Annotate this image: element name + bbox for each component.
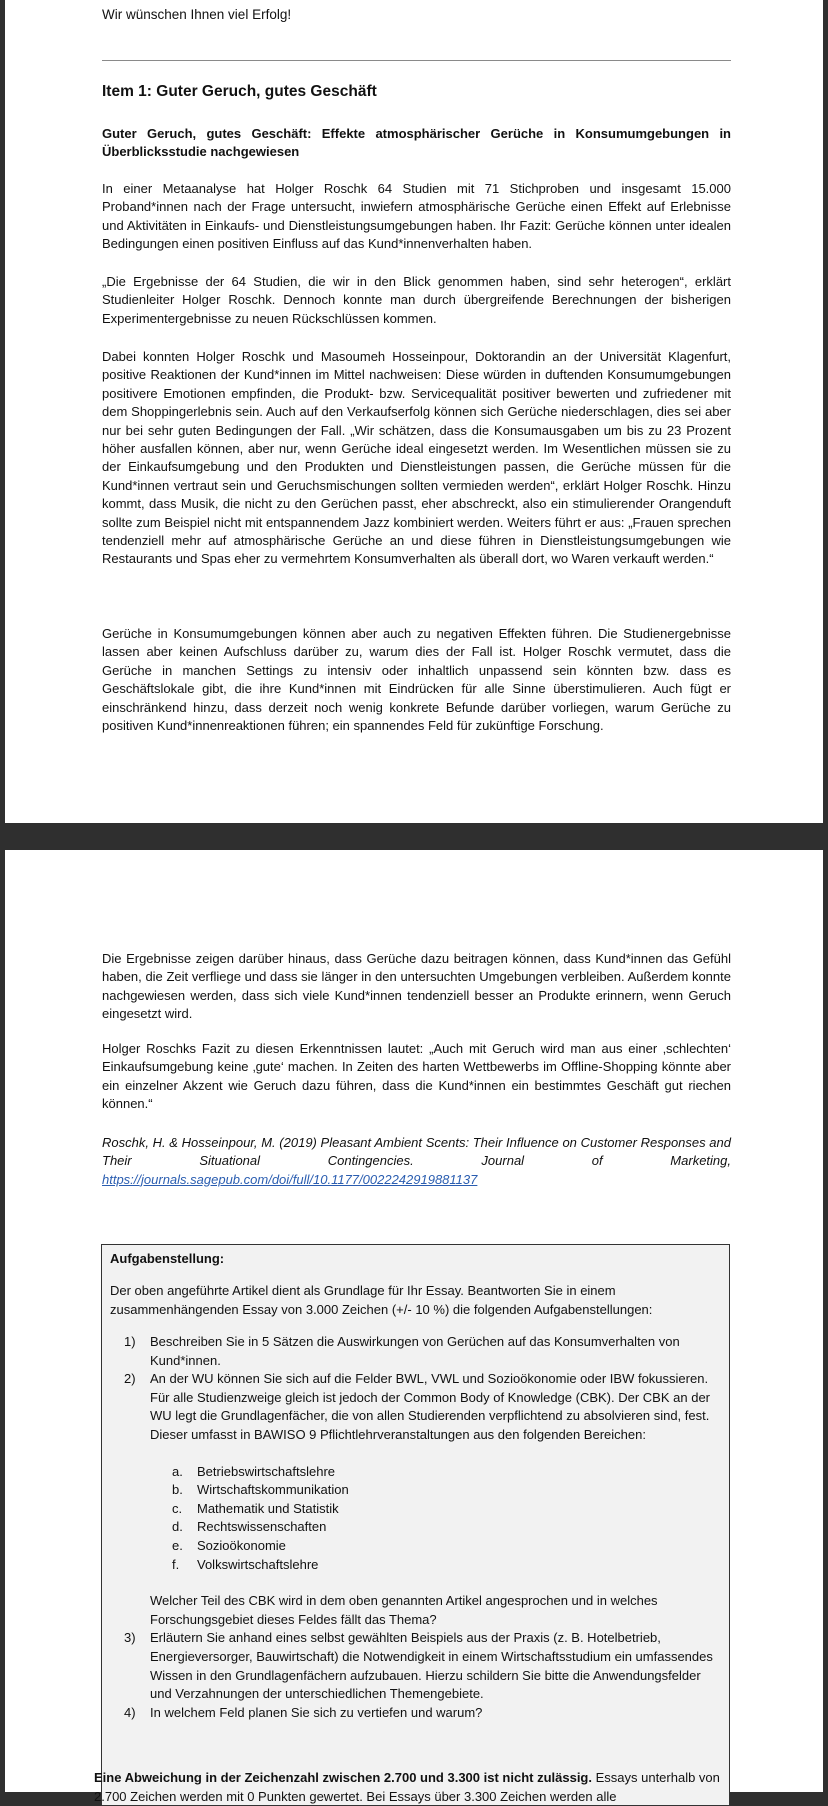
article-paragraph: Die Ergebnisse zeigen darüber hinaus, dass Gerüche dazu beitragen können, dass Kund*innen das Gefühl haben, die Zeit verfliege und dass sie länger in den untersuchten Umgebungen verbleiben. Außerdem konnte nachgewiesen werden, dass sich viele Kund*innen tendenziell besser an Produkte erinnern, wenn Geruch eingesetzt wird. [102, 951, 731, 1022]
task-item [124, 1629, 724, 1703]
task-box [101, 1244, 730, 1806]
document-page-1 [5, 0, 823, 823]
task-number: 3) [124, 1630, 136, 1646]
cbk-area-letter: b. [172, 1482, 183, 1498]
citation-link[interactable]: https://journals.sagepub.com/doi/full/10.1177/0022242919881137 [102, 1171, 478, 1187]
cbk-area-label: Betriebswirtschaftslehre [197, 1463, 335, 1479]
cbk-area-label: Sozioökonomie [197, 1537, 286, 1553]
cbk-area-item [172, 1518, 724, 1537]
cbk-area-letter: c. [172, 1500, 183, 1516]
document-page-2 [5, 850, 823, 1804]
task-number: 1) [124, 1334, 136, 1349]
article-paragraph: Holger Roschks Fazit zu diesen Erkenntnissen lautet: „Auch mit Geruch wird man aus einer ‚schlechten‘ Einkaufsumgebung keine ‚gute‘ machen. In Zeiten des harten Wettbewerbs im Offline-Shopping könnte aber ein einzelner Akzent wie Geruch dazu führen, dass die Kund*innen ein bestimmtes Geschäft gut riechen können.“ [102, 1041, 731, 1112]
cbk-area-item [172, 1537, 724, 1556]
cbk-area-letter: f. [172, 1556, 180, 1572]
article-subtitle: Guter Geruch, gutes Geschäft: Effekte atmosphärischer Gerüche in Konsumumgebungen in Überblicksstudie nachgewiesen [102, 126, 731, 159]
task-followup-question: Welcher Teil des CBK wird in dem oben genannten Artikel angesprochen und in welches Forschungsgebiet dieses Feldes fällt das Thema? [150, 1593, 658, 1627]
task-number: 4) [124, 1704, 136, 1720]
cbk-area-letter: a. [172, 1463, 183, 1479]
citation [102, 1134, 731, 1189]
cbk-area-label: Volkswirtschaftslehre [197, 1556, 319, 1572]
task-number: 2) [124, 1371, 136, 1387]
task-item [124, 1370, 724, 1444]
task-text: In welchem Feld planen Sie sich zu vertiefen und warum? [150, 1704, 483, 1720]
cbk-area-item [172, 1481, 724, 1500]
cbk-area-label: Mathematik und Statistik [197, 1500, 339, 1516]
task-intro: Der oben angeführte Artikel dient als Grundlage für Ihr Essay. Beantworten Sie in einem zusammenhängenden Essay von 3.000 Zeichen (+/- 10 %) die folgenden Aufgabenstellungen: [110, 1283, 653, 1317]
character-count-rule: Eine Abweichung in der Zeichenzahl zwischen 2.700 und 3.300 ist nicht zulässig. [94, 1770, 592, 1785]
character-count-detail: Essays unterhalb von 2.700 Zeichen werden mit 0 Punkten gewertet. Bei Essays über 3.300 Zeichen werden alle [94, 1770, 720, 1804]
cbk-area-letter: e. [172, 1537, 183, 1553]
task-text: Beschreiben Sie in 5 Sätzen die Auswirkungen von Gerüchen auf das Konsumverhalten von Kund*innen. [150, 1334, 680, 1368]
task-item [124, 1704, 724, 1723]
article-paragraph: Dabei konnten Holger Roschk und Masoumeh Hosseinpour, Doktorandin an der Universität Klagenfurt, positive Reaktionen der Kund*innen im Mittel nachweisen: Diese würden in duftenden Konsumumgebungen positivere Emotionen empfinden, die Produkt- bzw. Servicequalität positiver bewerten und zufriedener mit dem Shoppingerlebnis sein. Auch auf den Verkaufserfolg können sich Gerüche niederschlagen, dies sei aber nur bei sehr guten Bedingungen der Fall. „Wir schätzen, dass die Konsumausgaben um bis zu 23 Prozent höher ausfallen können, aber nur, wenn Gerüche ideal eingesetzt werden. Im Wesentlichen müssen sie zu der Einkaufsumgebung und den Produkten und Dienstleistungen passen, die Gerüche müssen für die Kund*innen vertraut sein und Geruchsmischungen sollten vermieden werden“, erklärt Holger Roschk. Hinzu kommt, dass Musik, die nicht zu den Gerüchen passt, eher abschreckt, also ein stimulierender Orangenduft sollte zum Beispiel nicht mit entspannendem Jazz kombiniert werden. Weiters führt er aus: „Frauen sprechen tendenziell mehr auf atmosphärische Gerüche an und diese führen in Dienstleistungsumgebungen wie Restaurants und Spas eher zu vermehrtem Konsumverhalten als überall dort, wo Waren verkauft werden.“ [102, 349, 731, 567]
article-paragraph: „Die Ergebnisse der 64 Studien, die wir in den Blick genommen haben, sind sehr heterogen“, erklärt Studienleiter Holger Roschk. Dennoch konnte man durch übergreifende Berechnungen der bisherigen Experimentergebnisse zu neuen Rückschlüssen kommen. [102, 274, 731, 326]
character-count-note [94, 1769, 734, 1806]
cbk-area-list [172, 1463, 724, 1575]
task-list [124, 1333, 724, 1722]
cbk-area-label: Rechtswissenschaften [197, 1519, 327, 1535]
article-paragraph: In einer Metaanalyse hat Holger Roschk 64 Studien mit 71 Stichproben und insgesamt 15.000 Proband*innen nach der Frage untersucht, inwiefern atmosphärische Gerüche einen Effekt auf Erlebnisse und Aktivitäten in Einkaufs- und Dienstleistungsumgebungen haben. Ihr Fazit: Gerüche können unter idealen Bedingungen einen positiven Einfluss auf das Kund*innenverhalten haben. [102, 181, 731, 252]
item-title: Item 1: Guter Geruch, gutes Geschäft [102, 83, 377, 100]
article-paragraph: Gerüche in Konsumumgebungen können aber auch zu negativen Effekten führen. Die Studienergebnisse lassen aber keinen Aufschluss darüber zu, warum dies der Fall ist. Holger Roschk vermutet, dass die Gerüche in manchen Settings zu intensiv oder inhaltlich unpassend sein könnten bzw. dass es Geschäftslokale gibt, die ihre Kund*innen mit Eindrücken für alle Sinne überstimulieren. Auch fügt er einschränkend hinzu, dass derzeit noch wenig konkrete Befunde darüber vorliegen, warum Gerüche zu positiven Kund*innenreaktionen führen; ein spannendes Feld für zukünftige Forschung. [102, 626, 731, 734]
cbk-area-letter: d. [172, 1519, 183, 1535]
cbk-area-item [172, 1463, 724, 1482]
cbk-area-item [172, 1556, 724, 1575]
greeting-text: Wir wünschen Ihnen viel Erfolg! [102, 7, 292, 22]
cbk-area-label: Wirtschaftskommunikation [197, 1482, 349, 1498]
task-heading: Aufgabenstellung: [110, 1251, 225, 1266]
divider-line [102, 60, 731, 61]
task-item [124, 1333, 724, 1370]
citation-text: Roschk, H. & Hosseinpour, M. (2019) Pleasant Ambient Scents: Their Influence on Customer Responses and Their Situational Contingencies. Journal of Marketing, [102, 1135, 731, 1169]
task-text: An der WU können Sie sich auf die Felder BWL, VWL und Sozioökonomie oder IBW fokussieren. Für alle Studienzweige gleich ist jedoch der Common Body of Knowledge (CBK). Der CBK an der WU legt die Grundlagenfächer, die von allen Studierenden verpflichtend zu absolvieren sind, fest. Dieser umfasst in BAWISO 9 Pflichtlehrveranstaltungen aus den folgenden Bereichen: [150, 1371, 710, 1442]
cbk-area-item [172, 1500, 724, 1519]
task-text: Erläutern Sie anhand eines selbst gewählten Beispiels aus der Praxis (z. B. Hotelbetrieb, Energieversorger, Bauwirtschaft) die Notwendigkeit in einem Wirtschaftsstudium ein umfassendes Wissen in den Grundlagenfächern aufzubauen. Hierzu schildern Sie bitte die Anwendungsfelder und Verzahnungen der unterschiedlichen Themengebiete. [150, 1630, 713, 1702]
